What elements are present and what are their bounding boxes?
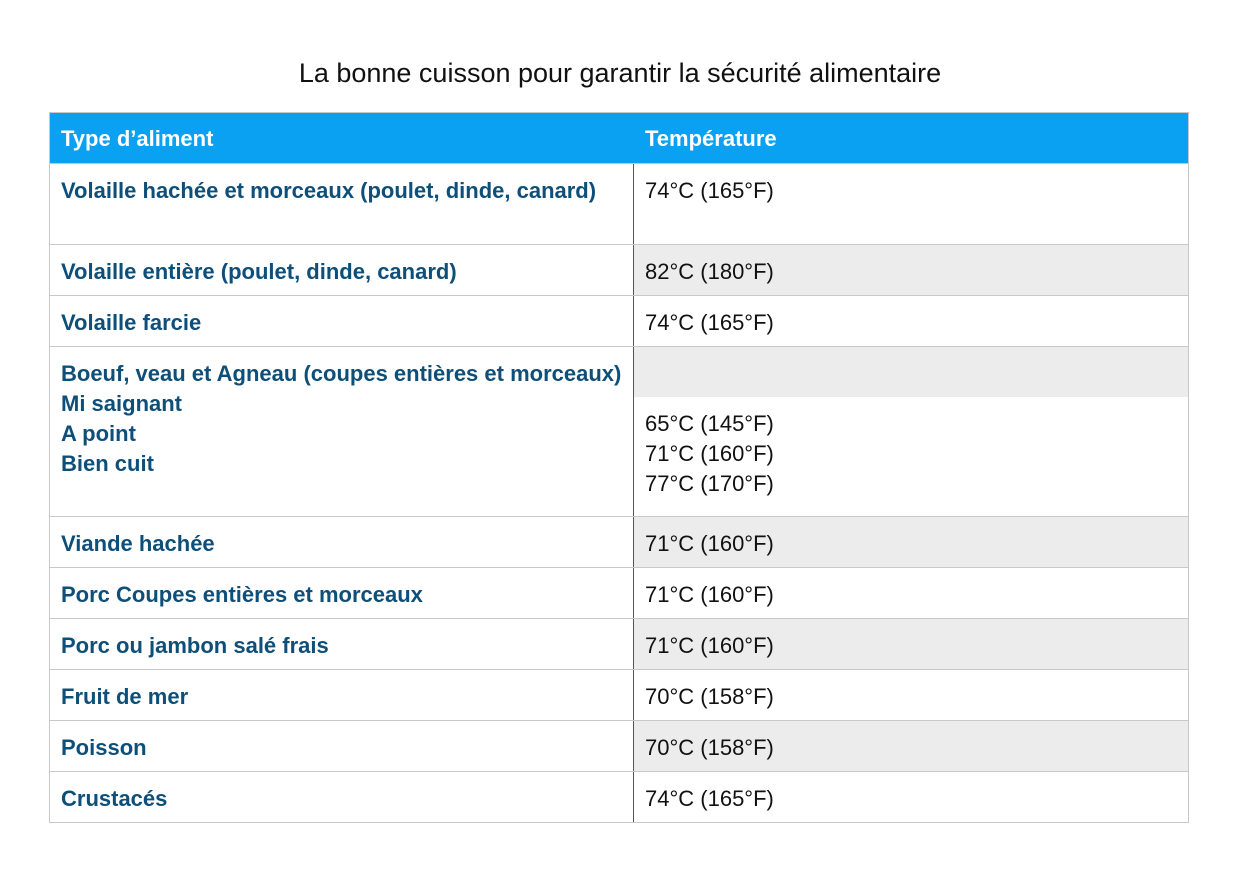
- table-row: [50, 669, 1188, 720]
- table-row: [50, 567, 1188, 618]
- page-title: La bonne cuisson pour garantir la sécurité alimentaire: [298, 58, 942, 88]
- temp-cell: 71°C (160°F): [634, 517, 1188, 567]
- table-row: [50, 720, 1188, 771]
- temp-cell: 71°C (160°F): [645, 582, 774, 607]
- food-line: Mi saignant: [61, 391, 183, 416]
- temp-cell-stripe: [634, 347, 1188, 397]
- food-cell: Volaille hachée et morceaux (poulet, dinde, canard): [50, 164, 634, 244]
- temp-cell: 74°C (165°F): [645, 786, 774, 811]
- table-row: [50, 244, 1188, 295]
- temp-line: 71°C (160°F): [645, 441, 774, 466]
- food-line: Boeuf, veau et Agneau (coupes entières et morceaux): [61, 361, 622, 386]
- temp-list: [645, 397, 1188, 499]
- food-cell: Volaille farcie: [50, 296, 634, 346]
- food-cell: Crustacés: [50, 772, 634, 822]
- food-cell: Viande hachée: [50, 517, 634, 567]
- temp-cell: 74°C (165°F): [645, 310, 774, 335]
- temp-cell: 70°C (158°F): [634, 721, 1188, 771]
- temp-cell: 74°C (165°F): [645, 178, 774, 203]
- food-cell: Fruit de mer: [50, 670, 634, 720]
- food-cell: Volaille entière (poulet, dinde, canard): [50, 245, 634, 295]
- temp-line: 77°C (170°F): [645, 471, 774, 496]
- food-cell: Poisson: [50, 721, 634, 771]
- table-header: [50, 113, 1188, 163]
- temp-cell: 71°C (160°F): [634, 619, 1188, 669]
- cooking-temperature-table: [49, 112, 1189, 823]
- temp-cell: [634, 347, 1188, 516]
- food-line: A point: [61, 421, 136, 446]
- temp-cell: 82°C (180°F): [634, 245, 1188, 295]
- table-row: [50, 516, 1188, 567]
- table-row: [50, 163, 1188, 244]
- table-row: [50, 771, 1188, 822]
- header-food-type: Type d’aliment: [61, 126, 214, 151]
- header-temperature: Température: [645, 126, 777, 151]
- food-cell: Porc Coupes entières et morceaux: [50, 568, 634, 618]
- temp-line: 65°C (145°F): [645, 411, 774, 436]
- food-line: Bien cuit: [61, 451, 154, 476]
- food-cell: Porc ou jambon salé frais: [50, 619, 634, 669]
- temp-cell: 70°C (158°F): [645, 684, 774, 709]
- table-row: [50, 618, 1188, 669]
- table-row: [50, 295, 1188, 346]
- table-row: [50, 346, 1188, 516]
- food-cell: [50, 347, 634, 516]
